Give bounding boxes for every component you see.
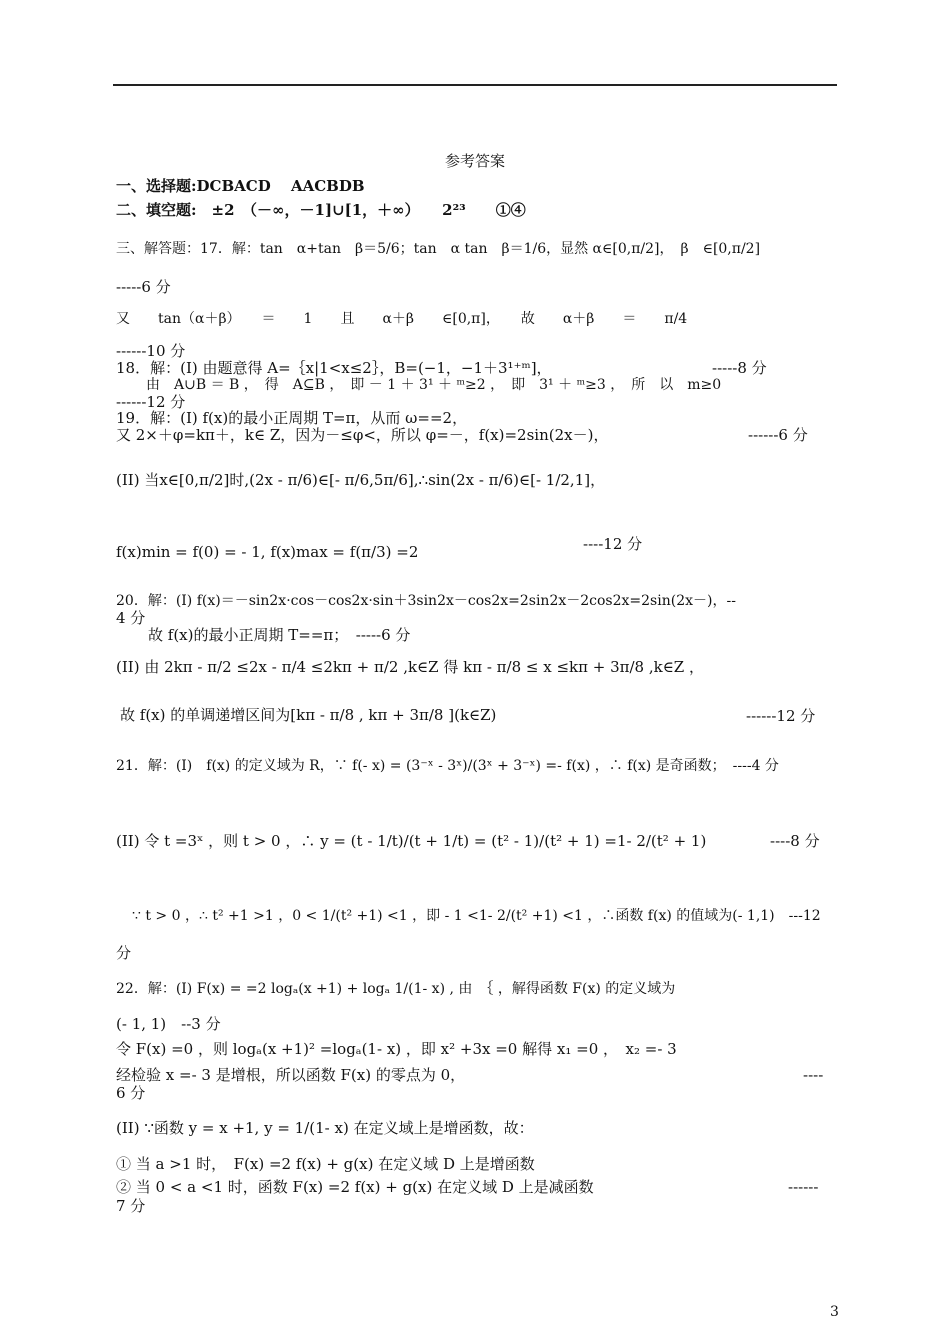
q20-period: 故 f(x)的最小正周期 T==π； -----6 分 <box>148 626 411 644</box>
choice-answers: 一、选择题:DCBACD AACBDB <box>116 177 365 195</box>
fill-answers: 二、填空题: ±2 （－∞，－1]∪[1，＋∞） 2²³ ①④ <box>116 201 526 219</box>
header-rule <box>113 84 837 86</box>
q22-case1: ① 当 a >1 时， F(x) =2 f(x) + g(x) 在定义域 D 上是增函数 <box>116 1155 535 1173</box>
q20-line1: 20．解：(I) f(x)＝－sin2x·cos－cos2x·sin＋3sin2x－cos2x=2sin2x－2cos2x=2sin(2x－)，-- <box>116 593 736 609</box>
q19-score2: ----12 分 <box>583 535 643 553</box>
q19-line2: 又 2×＋φ=kπ＋，k∈ Z，因为－≤φ<，所以 φ=－，f(x)=2sin(2x－)， <box>116 426 609 444</box>
q18-score2: ------12 分 <box>116 393 186 411</box>
q21-part2: (II) 令 t =3ˣ ，则 t > 0 ，∴ y = (t - 1/t)/(t + 1/t) = (t² - 1)/(t² + 1) =1- 2/(t² + 1) <box>116 832 707 850</box>
q22-score2-dash: ---- <box>803 1066 824 1084</box>
q19-score1: ------6 分 <box>748 426 808 444</box>
q21-range: ∵ t > 0 ，∴ t² +1 >1 ，0 < 1/(t² +1) <1 ，即 - 1 <1- 2/(t² +1) <1 ，∴函数 f(x) 的值域为(- 1,1) ---12 <box>132 908 821 924</box>
q18-line1: 18．解：(I) 由题意得 A=｛x|1<x≤2｝，B=(−1，−1＋3¹⁺ᵐ]， <box>116 359 552 377</box>
q21-line1: 21．解：(I) f(x) 的定义域为 R，∵ f(- x) = (3⁻ˣ - 3ˣ)/(3ˣ + 3⁻ˣ) =- f(x) ，∴ f(x) 是奇函数； ----4 分 <box>116 758 779 774</box>
q22-score2: 6 分 <box>116 1084 146 1102</box>
q17-score1: -----6 分 <box>116 278 171 296</box>
q17-line1: 三、解答题：17．解：tan α+tan β＝5/6；tan α tan β＝1/6，显然 α∈[0,π/2]， β ∈[0,π/2] <box>116 241 761 257</box>
q17-line2: 又 tan（α＋β） ＝ 1 且 α＋β ∈[0,π]， 故 α＋β ＝ π/4 <box>116 311 688 327</box>
q22-part2: (II) ∵函数 y = x +1, y = 1/(1- x) 在定义域上是增函数，故： <box>116 1119 534 1137</box>
q22-score3-dash: ------ <box>788 1178 819 1196</box>
page-number: 3 <box>830 1304 839 1320</box>
q20-score2: ------12 分 <box>746 707 816 725</box>
q18-score1: -----8 分 <box>712 359 767 377</box>
q22-check: 经检验 x =- 3 是增根，所以函数 F(x) 的零点为 0， <box>116 1066 466 1084</box>
q21-score2: ----8 分 <box>770 832 820 850</box>
q22-domain: (- 1, 1) --3 分 <box>116 1015 221 1033</box>
q22-case2: ② 当 0 < a <1 时，函数 F(x) =2 f(x) + g(x) 在定义域 D 上是减函数 <box>116 1178 594 1196</box>
page-title: 参考答案 <box>444 152 505 170</box>
q17-score2: ------10 分 <box>116 342 186 360</box>
q22-zero: 令 F(x) =0 ，则 logₐ(x +1)² =logₐ(1- x) ，即 x² +3x =0 解得 x₁ =0 ， x₂ =- 3 <box>116 1040 677 1058</box>
q20-part2: (II) 由 2kπ - π/2 ≤2x - π/4 ≤2kπ + π/2 ,k∈Z 得 kπ - π/8 ≤ x ≤kπ + 3π/8 ,k∈Z ， <box>116 658 704 676</box>
q19-line1: 19．解：(I) f(x)的最小正周期 T=π，从而 ω==2， <box>116 409 468 427</box>
q22-line1: 22．解：(I) F(x) = =2 logₐ(x +1) + logₐ 1/(1- x) , 由 ｛ ，解得函数 F(x) 的定义域为 <box>116 981 676 997</box>
q20-interval: 故 f(x) 的单调递增区间为[kπ - π/8 , kπ + 3π/8 ](k∈Z) <box>120 706 497 724</box>
q21-score3: 分 <box>116 944 132 962</box>
q18-line2: 由 A∪B ＝ B ， 得 A⊆B ， 即 － 1 ＋ 3¹ ＋ ᵐ≥2 ， 即 3¹ ＋ ᵐ≥3 ， 所 以 m≥0 <box>146 377 722 393</box>
q22-score3: 7 分 <box>116 1197 146 1215</box>
q19-part2: (II) 当x∈[0,π/2]时,(2x - π/6)∈[- π/6,5π/6],∴sin(2x - π/6)∈[- 1/2,1]， <box>116 471 606 489</box>
q20-score1: 4 分 <box>116 609 146 627</box>
q19-minmax: f(x)min = f(0) = - 1, f(x)max = f(π/3) =2 <box>116 543 419 561</box>
